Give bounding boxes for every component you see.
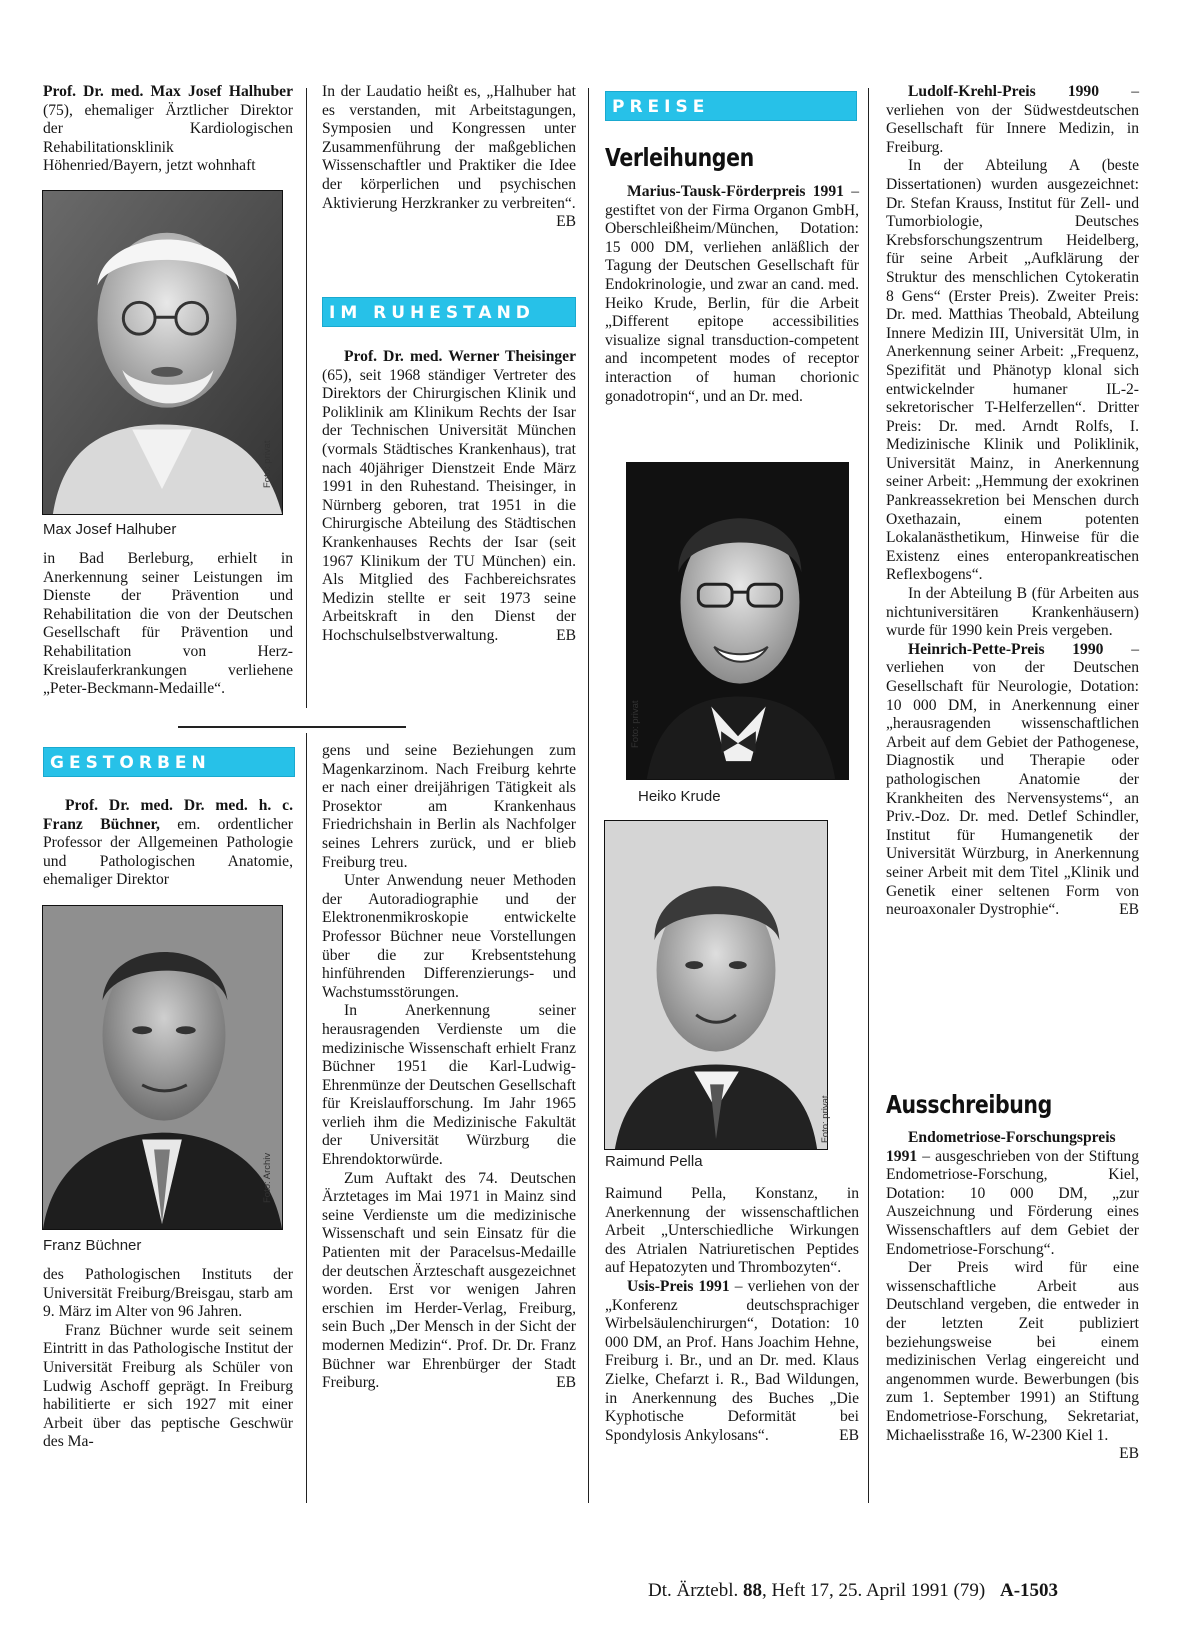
- photo-caption: Raimund Pella: [605, 1153, 703, 1170]
- article-text: gens und seine Beziehungen zum Magenkarzinom. Nach Freiburg kehrte er nach einer dreijährigen Tätigkeit als Prosektor am Krankenhaus Friedrichshain in Berlin als Nachfolger seines Lehrers zurück, und er blieb Freiburg treu.: [322, 742, 576, 871]
- krude-photo: [626, 462, 849, 780]
- photo-credit: Foto: Archiv: [262, 1152, 273, 1203]
- photo-caption: Franz Büchner: [43, 1237, 142, 1254]
- article-text: em. ordentlicher Professor der Allgemeinen Pathologie und Pathologischen Anatomie, ehemaliger Direktor: [43, 815, 293, 889]
- article-text: Der Preis wird für eine wissenschaftliche Arbeit aus Deutschland vergeben, die entweder in der letzten Zeit publiziert beziehungsweise bei einem medizinischen Verlag eingereicht und angenommen wurde. Bewerbungen (bis zum 1. September 1991) an Stiftung Endometriose-Forschung, Sekretariat, Michaelisstraße 16, W-2300 Kiel 1.: [886, 1259, 1139, 1444]
- article-text: – verliehen von der Deutschen Gesellschaft für Neurologie, Dotation: 10 000 DM, in Anerkennung einer „herausragenden wissenschaftlichen Arbeit auf dem Gebiet der Pathogenese, Diagnostik und Therapie oder pathologischen Anatomie der Krankheiten des Nervensystems“, an Priv.-Doz. Dr. med. Detlef Schindler, Institut für Humangenetik der Universität Würzburg, in Anerkennung seiner Arbeit mit dem Titel „Klinik und Genetik einer seltenen Form von neuroaxonaler Dystrophie“.: [886, 640, 1139, 919]
- author-initials: EB: [839, 1426, 859, 1444]
- section-headline: Verleihungen: [605, 143, 754, 172]
- prize-name: Ludolf-Krehl-Preis 1990: [908, 83, 1100, 100]
- tausk-text: [605, 183, 859, 406]
- photo-credit: Foto: privat: [630, 700, 641, 748]
- article-text: – verliehen von der „Konferenz deutschsprachiger Wirbelsäulenchirurgen“, Dotation: 10 000 DM, an Prof. Hans Joachim Hehne, Freiburg i. Br., und an Dr. med. Klaus Zielke, Chefarzt i. R., Bad Wildungen, in Anerkennung des Buches „Die Kyphotische Deformität bei Spondylosis Ankylosans“.: [605, 1277, 859, 1444]
- photo-caption: Max Josef Halhuber: [43, 521, 177, 538]
- photo-credit: Foto: privat: [820, 1095, 831, 1143]
- article-text: – gestiftet von der Firma Organon GmbH, Oberschleißheim/München, Dotation: 15 000 DM, verliehen anläßlich der Tagung der Deutschen Gesellschaft für Endokrinologie, und zwar an cand. med. Heiko Krude, Berlin, für die Arbeit „Different epitope accessibilities visualize signal transduction-competent and incompetent modes of receptor interaction of human chorionic gonadotropin“, und an Dr. med.: [605, 183, 859, 405]
- page-number: A-1503: [999, 1580, 1059, 1601]
- article-text: In der Laudatio heißt es, „Halhuber hat es verstanden, mit Arbeitstagungen, Symposien und Kongressen unter Zusammenführung der maßgeblichen Wissenschaftler und Praktiker die Idee der körperlichen und psychischen Aktivierung Herzkranker zu verbreiten“.: [322, 83, 576, 212]
- section-banner-ruhestand: IM RUHESTAND: [322, 297, 576, 327]
- article-text: Raimund Pella, Konstanz, in Anerkennung der wissenschaftlichen Arbeit „Unterschiedliche Wirkungen des Atrialen Natriuretischen Peptides auf Hepatozyten und Thrombozyten“.: [605, 1185, 859, 1277]
- article-text: – verliehen von der Südwestdeutschen Gesellschaft für Innere Medizin, in Freiburg.: [886, 83, 1139, 156]
- person-name: Prof. Dr. med. Dr. med. h. c. Franz Büchner,: [43, 797, 293, 833]
- prize-name: Endometriose-Forschungspreis 1991: [886, 1129, 1116, 1165]
- article-text: in Bad Berleburg, erhielt in Anerkennung seiner Leistungen im Dienste der Prävention und Rehabilitation die von der Deutschen Gesellschaft für Prävention und Rehabilitation von Herz-Kreislauferkrankungen verliehene „Peter-Beckmann-Medaille“.: [43, 550, 293, 698]
- article-text: Unter Anwendung neuer Methoden der Autoradiographie und der Elektronenmikroskopie entwickelte Professor Büchner neue Vorstellungen über die zur Krebsentstehung hinführenden Differenzierungs- und Wachstumsstörungen.: [322, 872, 576, 1001]
- section-banner-preise: PREISE: [605, 91, 857, 121]
- halhuber-intro: [43, 83, 293, 176]
- buechner-photo: [42, 905, 283, 1230]
- person-name: Prof. Dr. med. Werner Theisinger: [344, 348, 576, 365]
- prize-name: Usis-Preis 1991: [627, 1277, 730, 1295]
- issue-date: , Heft 17, 25. April 1991 (79): [761, 1580, 986, 1601]
- buechner-text: [43, 1266, 293, 1452]
- author-initials: EB: [1119, 901, 1139, 919]
- article-text: In der Abteilung B (für Arbeiten aus nichtuniversitären Krankenhäusern) wurde für 1990 kein Preis vergeben.: [886, 585, 1139, 640]
- author-initials: EB: [556, 1374, 576, 1392]
- journal-name: Dt. Ärztebl.: [648, 1580, 739, 1601]
- endometriose-text: [886, 1129, 1139, 1464]
- halhuber-text: [43, 550, 293, 699]
- column-rule-4: [868, 88, 869, 1503]
- article-text: In der Abteilung A (beste Dissertationen) wurden ausgezeichnet: Dr. Stefan Krauss, Institut für Zell- und Tumorbiologie, Deutsches Krebsforschungszentrum Heidelberg, für seine Arbeit „Aufklärung der Struktur des menschlichen Cytokeratin 8 Gens“ (Erster Preis). Zweiter Preis: Dr. med. Matthias Theobald, Abteilung Innere Medizin III, Universität Ulm, in Anerkennung seiner Arbeit: „Frequenz, Spezifität und Phänotyp klonal sich entwickelnder humaner IL-2-sekretorischer T-Helferzellen“. Dritter Preis: Dr. med. Arndt Rolfs, I. Medizinische Klinik und Poliklinik, Universität Mainz, in Anerkennung seiner Arbeit: „Hemmung der exokrinen Pankreassekretion bei Menschen durch Oxethazain, einem potenten Lokalanästhetikum, Hinweise für die Existenz eines enteropankreatischen Reflexbogens“.: [886, 157, 1139, 584]
- theisinger-text: [322, 348, 576, 646]
- krehl-text: [886, 83, 1139, 920]
- section-headline: Ausschreibung: [886, 1090, 1052, 1119]
- author-initials: EB: [556, 626, 576, 644]
- prize-name: Heinrich-Pette-Preis 1990: [908, 640, 1104, 658]
- buechner-continued: [322, 742, 576, 1393]
- article-text: – ausgeschrieben von der Stiftung Endometriose-Forschung, Kiel, Dotation: 10 000 DM, „zur Auszeichnung und Förderung eines Wissenschaftlers auf dem Gebiet der Endometriose-Forschung“.: [886, 1147, 1139, 1258]
- journal-volume: 88: [742, 1580, 762, 1601]
- article-text: (75), ehemaliger Ärztlicher Direktor der Kardiologischen Rehabilitationsklinik Höhenried/Bayern, jetzt wohnhaft: [43, 101, 293, 175]
- person-name: Prof. Dr. med. Max Josef Halhuber: [43, 83, 293, 100]
- pella-usis-text: [605, 1185, 859, 1445]
- page-footer: [648, 1580, 1148, 1602]
- article-text: (65), seit 1968 ständiger Vertreter des Direktors der Chirurgischen Klinik und Poliklinik am Klinikum Rechts der Isar der Technischen Universität München (vormals Städtisches Krankenhaus), trat nach 40jähriger Dienstzeit Ende März 1991 in den Ruhestand. Theisinger, in Nürnberg geboren, trat 1951 in die Chirurgische Abteilung des Städtischen Krankenhauses Rechts der Isar (seit 1967 Klinikum der TU München) ein. Als Mitglied des Fachbereichsrates Medizin stellte er seit 1973 seine Arbeitskraft in den Dienst der Hochschulselbstverwaltung.: [322, 366, 576, 644]
- buechner-intro: [43, 797, 293, 890]
- section-banner-gestorben: GESTORBEN: [43, 747, 295, 777]
- article-text: Zum Auftakt des 74. Deutschen Ärztetages im Mai 1971 in Mainz sind seine Verdienste um die medizinische Wissenschaft und sein Einsatz für die Patienten mit der Paracelsus-Medaille der deutschen Ärzteschaft ausgezeichnet worden. Erst vor wenigen Jahren erschien im Herder-Verlag, Freiburg, sein Buch „Der Mensch in der Sicht der modernen Medizin“. Prof. Dr. Dr. Franz Büchner war Ehrenbürger der Stadt Freiburg.: [322, 1169, 576, 1392]
- author-initials: EB: [1119, 1445, 1139, 1463]
- article-text: des Pathologischen Instituts der Universität Freiburg/Breisgau, starb am 9. März im Alter von 96 Jahren.: [43, 1266, 293, 1321]
- photo-credit: Foto: privat: [262, 440, 273, 488]
- laudatio-text: [322, 83, 576, 232]
- article-text: Franz Büchner wurde seit seinem Eintritt in das Pathologische Institut der Universität Freiburg als Schüler von Ludwig Aschoff geprägt. In Freiburg habilitierte er sich 1927 mit einer Arbeit über das peptische Geschwür des Ma-: [43, 1321, 293, 1451]
- pella-photo: [604, 820, 828, 1150]
- prize-name: Marius-Tausk-Förderpreis 1991: [627, 183, 844, 200]
- halhuber-photo: [42, 190, 283, 515]
- column-rule-1: [306, 88, 307, 708]
- article-text: In Anerkennung seiner herausragenden Verdienste um die medizinische Wissenschaft erhielt Franz Büchner 1951 die Karl-Ludwig-Ehrenmünze der Deutschen Gesellschaft für Kreislaufforschung. Im Jahr 1965 verlieh ihm die Medizinische Fakultät der Universität Würzburg die Ehrendoktorwürde.: [322, 1002, 576, 1169]
- section-divider: [178, 726, 406, 728]
- column-rule-2: [306, 733, 307, 1503]
- author-initials: EB: [556, 213, 576, 231]
- column-rule-3: [588, 88, 589, 1503]
- photo-caption: Heiko Krude: [638, 788, 721, 805]
